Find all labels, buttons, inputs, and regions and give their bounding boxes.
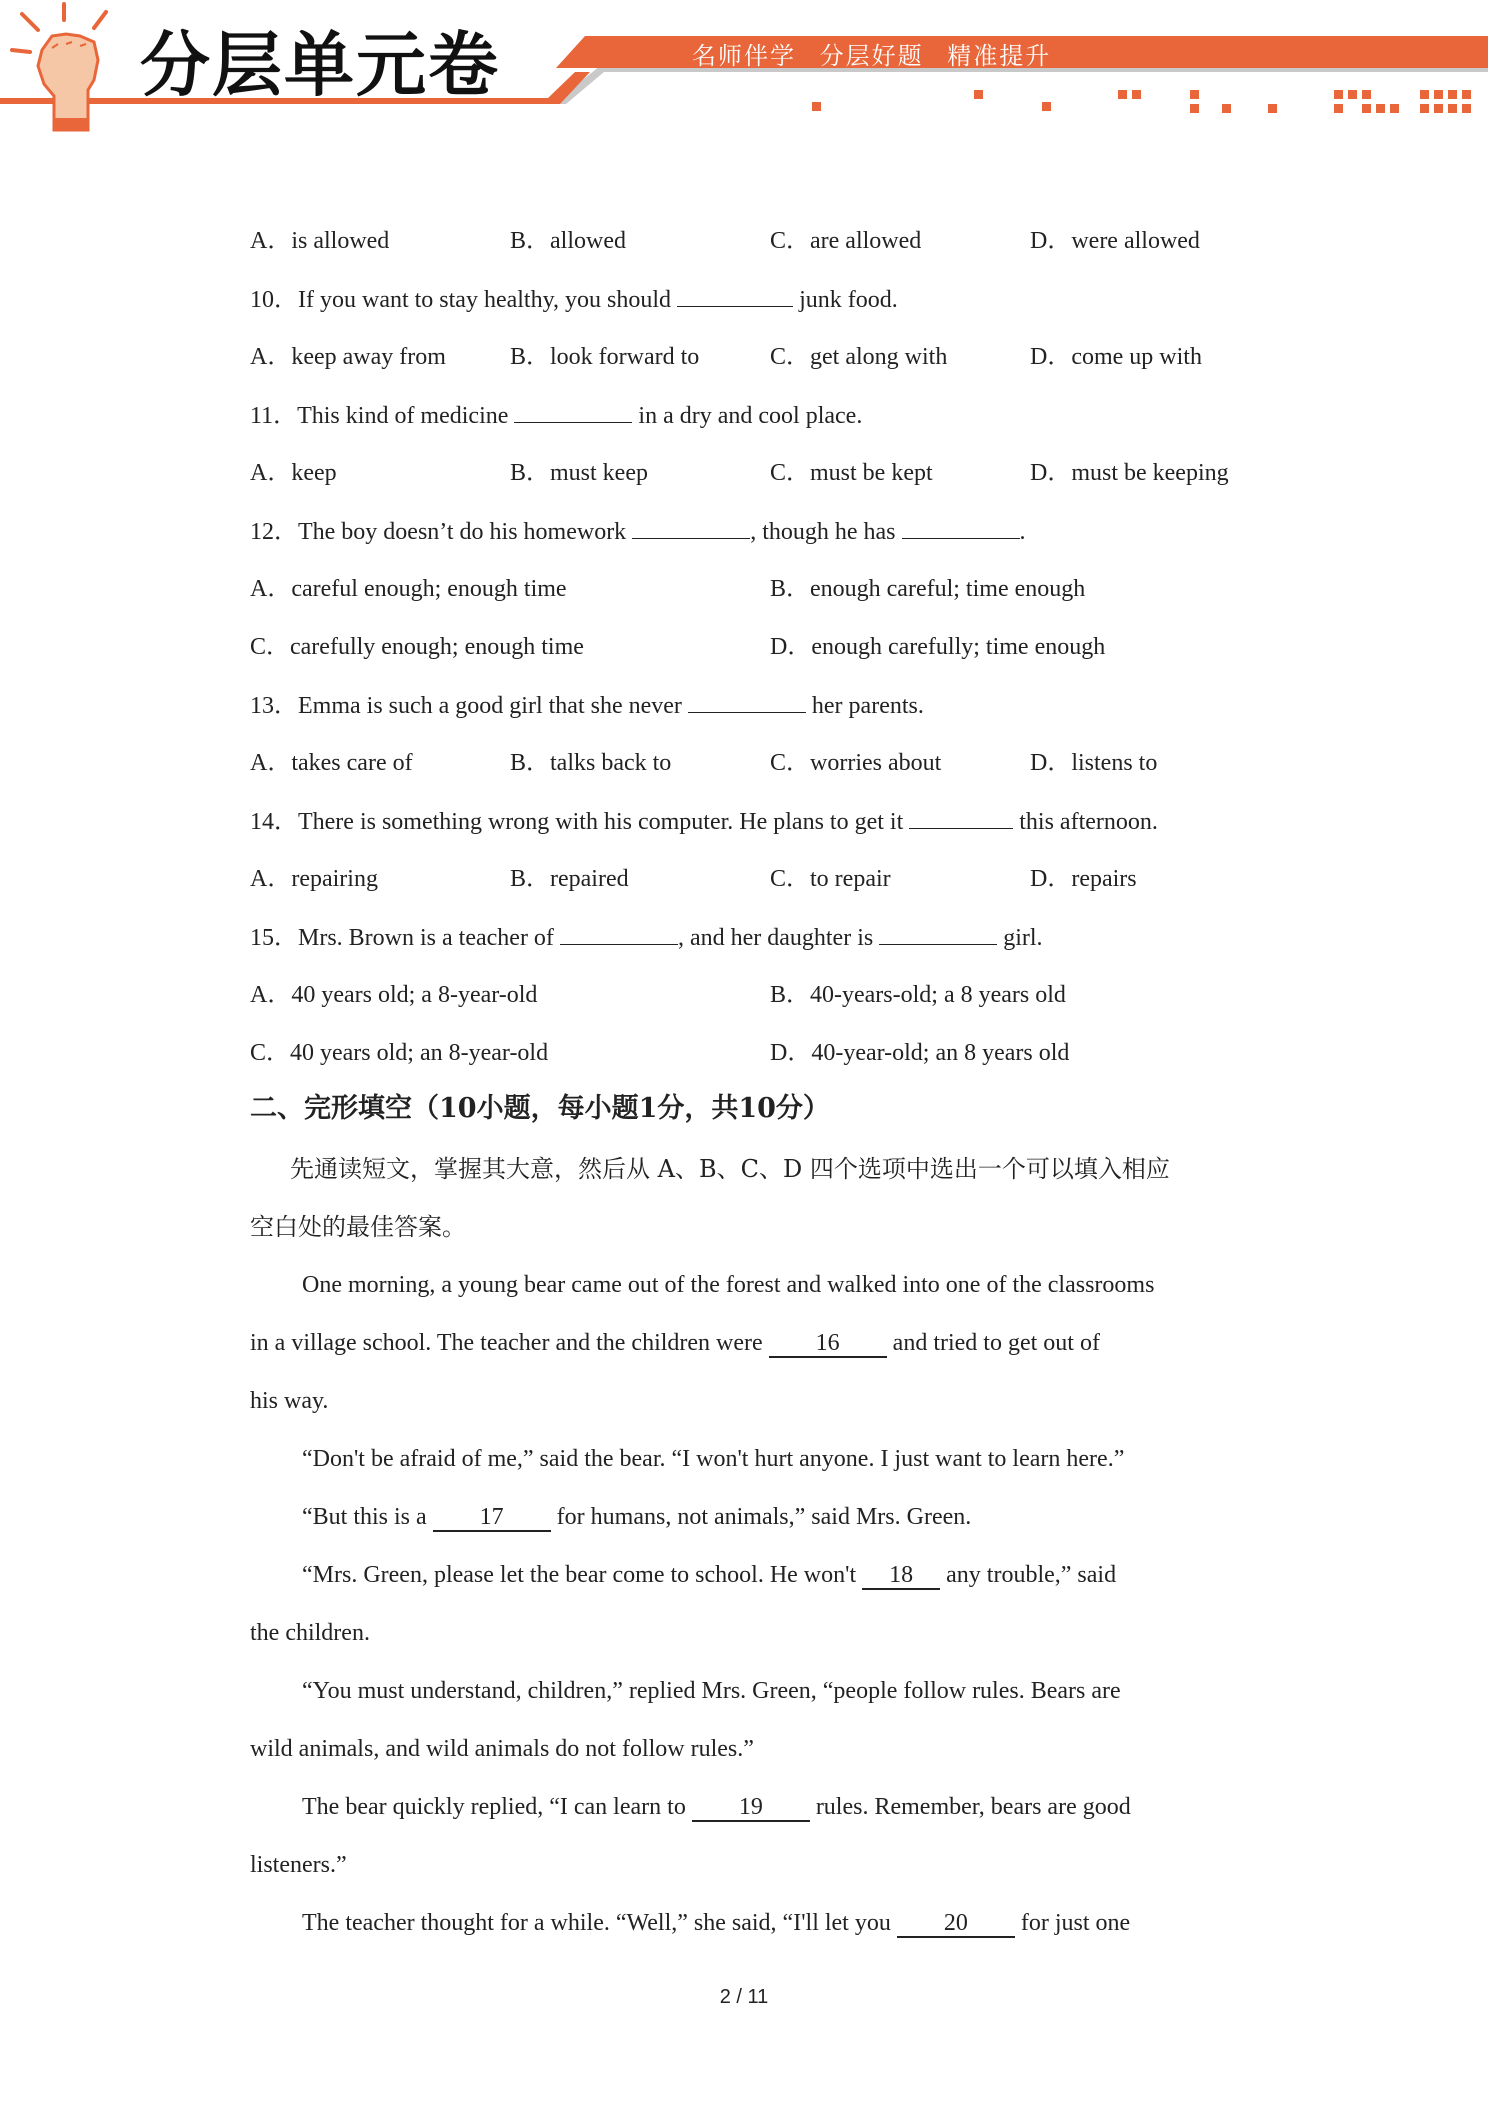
q15-option-d: D．40-year-old; an 8 years old	[770, 1040, 1070, 1066]
passage-p5-line2: wild animals, and wild animals do not follow rules.”	[250, 1736, 754, 1762]
q9-option-b: B．allowed	[510, 228, 626, 254]
q15-option-b: B．40-years-old; a 8 years old	[770, 982, 1066, 1008]
q12-option-d: D．enough carefully; time enough	[770, 634, 1106, 660]
q13-blank	[688, 690, 806, 713]
q14-blank	[909, 806, 1013, 829]
q13-text: 13．Emma is such a good girl that she never	[250, 693, 688, 719]
q10-text: 10．If you want to stay healthy, you should	[250, 287, 678, 313]
passage-text: for just one	[1014, 1910, 1131, 1936]
q15-stem	[250, 922, 1043, 953]
q11-text-end: in a dry and cool place.	[632, 403, 863, 429]
q15-text: 15．Mrs. Brown is a teacher of	[250, 925, 560, 951]
q13-option-d: D．listens to	[1030, 750, 1158, 776]
q15-option-a: A．40 years old; a 8-year-old	[250, 982, 538, 1008]
q11-option-a: A．keep	[250, 460, 337, 486]
q12-stem	[250, 516, 1026, 547]
page-header	[0, 0, 1488, 130]
q15-blank-2	[879, 922, 997, 945]
q10-blank	[677, 284, 793, 307]
q13-option-b: B．talks back to	[510, 750, 672, 776]
q12-option-b: B．enough careful; time enough	[770, 576, 1086, 602]
q11-stem	[250, 400, 862, 431]
header-slogan: 名师伴学 分层好题 精准提升	[692, 42, 1052, 70]
q12-option-c: C．carefully enough; enough time	[250, 634, 584, 660]
passage-p3	[302, 1502, 971, 1532]
q14-text: 14．There is something wrong with his computer. He plans to get it	[250, 809, 910, 835]
q11-option-b: B．must keep	[510, 460, 648, 486]
q12-text: 12．The boy doesn’t do his homework	[250, 519, 633, 545]
passage-text: any trouble,” said	[940, 1562, 1117, 1588]
q11-option-d: D．must be keeping	[1030, 460, 1229, 486]
passage-text: for humans, not animals,” said Mrs. Green.	[550, 1504, 972, 1530]
q13-option-c: C．worries about	[770, 750, 942, 776]
q11-blank	[514, 400, 632, 423]
q13-stem	[250, 690, 924, 721]
passage-text: “But this is a	[302, 1504, 433, 1530]
q15-option-c: C．40 years old; an 8-year-old	[250, 1040, 549, 1066]
passage-p6-line1	[302, 1792, 1131, 1822]
passage-p4-line2: the children.	[250, 1620, 370, 1646]
q14-option-a: A．repairing	[250, 866, 378, 892]
q9-option-a: A．is allowed	[250, 228, 390, 254]
q10-option-c: C．get along with	[770, 344, 948, 370]
q14-option-b: B．repaired	[510, 866, 629, 892]
q13-text-end: her parents.	[805, 693, 924, 719]
passage-p1-line1: One morning, a young bear came out of the forest and walked into one of the classrooms	[302, 1272, 1155, 1298]
q10-option-d: D．come up with	[1030, 344, 1202, 370]
passage-text: The bear quickly replied, “I can learn to	[302, 1794, 692, 1820]
q15-text-mid: , and her daughter is	[677, 925, 880, 951]
section-heading: 二、完形填空（10小题，每小题1分，共10分）	[250, 1093, 830, 1124]
passage-text: rules. Remember, bears are good	[809, 1794, 1131, 1820]
passage-text: The teacher thought for a while. “Well,” she said, “I'll let you	[302, 1910, 897, 1936]
brand-title: 分层单元卷	[140, 24, 500, 106]
passage-text: “Mrs. Green, please let the bear come to school. He won't	[302, 1562, 863, 1588]
q12-option-a: A．careful enough; enough time	[250, 576, 567, 602]
passage-text: in a village school. The teacher and the children were	[250, 1330, 769, 1356]
passage-p1-line3: his way.	[250, 1388, 329, 1414]
section-instruction-line2: 空白处的最佳答案。	[250, 1213, 466, 1241]
gap-18: 18	[862, 1562, 940, 1590]
q14-text-end: this afternoon.	[1013, 809, 1158, 835]
gap-20: 20	[897, 1910, 1015, 1938]
q11-option-c: C．must be kept	[770, 460, 933, 486]
page-number: 2 / 11	[719, 1986, 769, 2008]
passage-p5-line1: “You must understand, children,” replied Mrs. Green, “people follow rules. Bears are	[302, 1678, 1121, 1704]
q13-option-a: A．takes care of	[250, 750, 413, 776]
q14-option-c: C．to repair	[770, 866, 891, 892]
q12-blank-1	[632, 516, 750, 539]
q11-text: 11．This kind of medicine	[250, 403, 515, 429]
q15-text-end: girl.	[997, 925, 1043, 951]
section-instruction-line1: 先通读短文，掌握其大意，然后从 A、B、C、D 四个选项中选出一个可以填入相应	[290, 1155, 1170, 1183]
q10-option-a: A．keep away from	[250, 344, 446, 370]
q9-option-d: D．were allowed	[1030, 228, 1200, 254]
q10-stem	[250, 284, 898, 315]
passage-p2: “Don't be afraid of me,” said the bear. “I won't hurt anyone. I just want to learn here.”	[302, 1446, 1125, 1472]
passage-p4-line1	[302, 1560, 1116, 1590]
q14-stem	[250, 806, 1158, 837]
q12-text-end: .	[1019, 519, 1026, 545]
q14-option-d: D．repairs	[1030, 866, 1137, 892]
q9-option-c: C．are allowed	[770, 228, 922, 254]
q10-option-b: B．look forward to	[510, 344, 700, 370]
fist-logo-icon	[8, 0, 128, 140]
q10-text-end: junk food.	[793, 287, 898, 313]
passage-p6-line2: listeners.”	[250, 1852, 347, 1878]
passage-text: and tried to get out of	[886, 1330, 1100, 1356]
passage-p1-line2	[250, 1328, 1100, 1358]
q12-blank-2	[902, 516, 1020, 539]
gap-19: 19	[692, 1794, 810, 1822]
q12-text-mid: , though he has	[750, 519, 902, 545]
q15-blank-1	[560, 922, 678, 945]
passage-p7-line1	[302, 1908, 1130, 1938]
gap-16: 16	[769, 1330, 887, 1358]
gap-17: 17	[433, 1504, 551, 1532]
